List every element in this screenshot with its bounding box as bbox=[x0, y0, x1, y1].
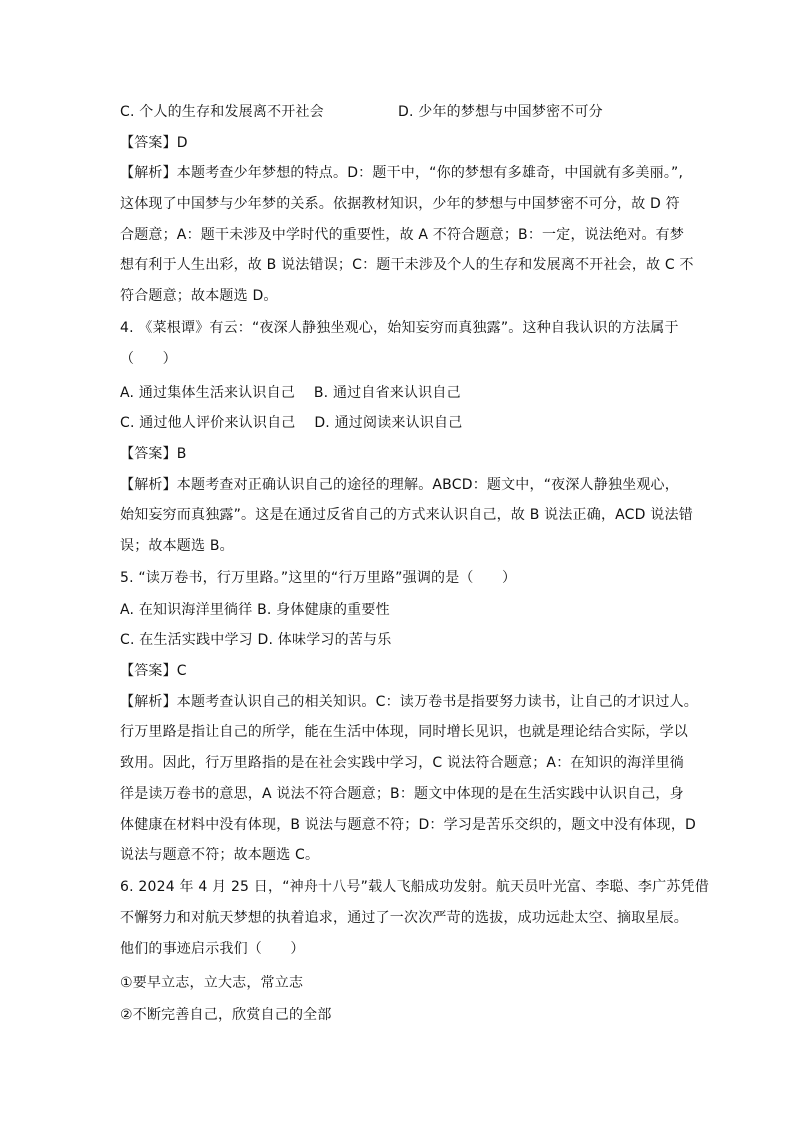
q4-paren: （ ） bbox=[120, 351, 177, 367]
q3-options-row bbox=[120, 102, 603, 122]
q3-analysis-line: 符合题意；故本题选 D。 bbox=[120, 288, 278, 304]
q5-options-row: C. 在生活实践中学习 D. 体味学习的苦与乐 bbox=[120, 632, 392, 648]
q4-options-row: A. 通过集体生活来认识自己 B. 通过自省来认识自己 bbox=[120, 385, 461, 401]
q4-analysis-line: 【解析】本题考查对正确认识自己的途径的理解。ABCD：题文中，“夜深人静独坐观心， bbox=[120, 477, 679, 493]
q5-answer: 【答案】C bbox=[120, 663, 187, 679]
q3-analysis-line: 合题意；A：题干未涉及中学时代的重要性，故 A 不符合题意；B：一定，说法绝对。有梦 bbox=[120, 227, 685, 243]
q3-analysis-line: 这体现了中国梦与少年梦的关系。依据教材知识，少年的梦想与中国梦密不可分，故 D 符 bbox=[120, 196, 680, 212]
q3-analysis-line: 【解析】本题考查少年梦想的特点。D：题干中，“你的梦想有多雄奇，中国就有多美丽。”, bbox=[120, 165, 684, 181]
q6-stem-line: 不懈努力和对航天梦想的执着追求，通过了一次次严苛的选拔，成功远赴太空、摘取星辰。 bbox=[120, 910, 688, 926]
q5-analysis-line: 说法与题意不符；故本题选 C。 bbox=[120, 847, 320, 863]
q4-stem: 4. 《菜根谭》有云：“夜深人静独坐观心，始知妄穷而真独露”。这种自我认识的方法属于 bbox=[120, 320, 679, 336]
q4-answer: 【答案】B bbox=[120, 446, 187, 462]
q5-stem: 5. “读万卷书，行万里路。”这里的“行万里路”强调的是（ ） bbox=[120, 570, 517, 586]
q4-options-row: C. 通过他人评价来认识自己 D. 通过阅读来认识自己 bbox=[120, 415, 463, 431]
q5-analysis-line: 致用。因此，行万里路指的是在社会实践中学习，C 说法符合题意；A：在知识的海洋里徜 bbox=[120, 755, 685, 771]
q5-analysis-line: 徉是读万卷书的意思，A 说法不符合题意；B：题文中体现的是在生活实践中认识自己，身 bbox=[120, 786, 684, 802]
q3-option-d: D. 少年的梦想与中国梦密不可分 bbox=[398, 104, 603, 120]
q3-option-c: C. 个人的生存和发展离不开社会 bbox=[120, 104, 324, 120]
q5-options-row: A. 在知识海洋里徜徉 B. 身体健康的重要性 bbox=[120, 602, 390, 618]
q6-item: ②不断完善自己，欣赏自己的全部 bbox=[120, 1007, 332, 1023]
q3-answer: 【答案】D bbox=[120, 135, 188, 151]
q4-analysis-line: 始知妄穷而真独露”。这是在通过反省自己的方式来认识自己，故 B 说法正确，ACD 说法错 bbox=[120, 507, 693, 523]
q5-analysis-line: 【解析】本题考查认识自己的相关知识。C：读万卷书是指要努力读书，让自己的才识过人。 bbox=[120, 694, 698, 710]
q5-analysis-line: 行万里路是指让自己的所学，能在生活中体现，同时增长见识，也就是理论结合实际，学以 bbox=[120, 724, 688, 740]
q6-stem-line: 6. 2024 年 4 月 25 日，“神舟十八号”载人飞船成功发射。航天员叶光富、李聪、李广苏凭借 bbox=[120, 879, 709, 895]
q6-item: ①要早立志，立大志，常立志 bbox=[120, 975, 304, 991]
q6-stem-line: 他们的事迹启示我们（ ） bbox=[120, 941, 305, 957]
q5-analysis-line: 体健康在材料中没有体现，B 说法与题意不符；D：学习是苦乐交织的，题文中没有体现，D bbox=[120, 817, 697, 833]
q4-analysis-line: 误；故本题选 B。 bbox=[120, 538, 234, 554]
q3-analysis-line: 想有利于人生出彩，故 B 说法错误；C：题干未涉及个人的生存和发展离不开社会，故 C 不 bbox=[120, 257, 694, 273]
